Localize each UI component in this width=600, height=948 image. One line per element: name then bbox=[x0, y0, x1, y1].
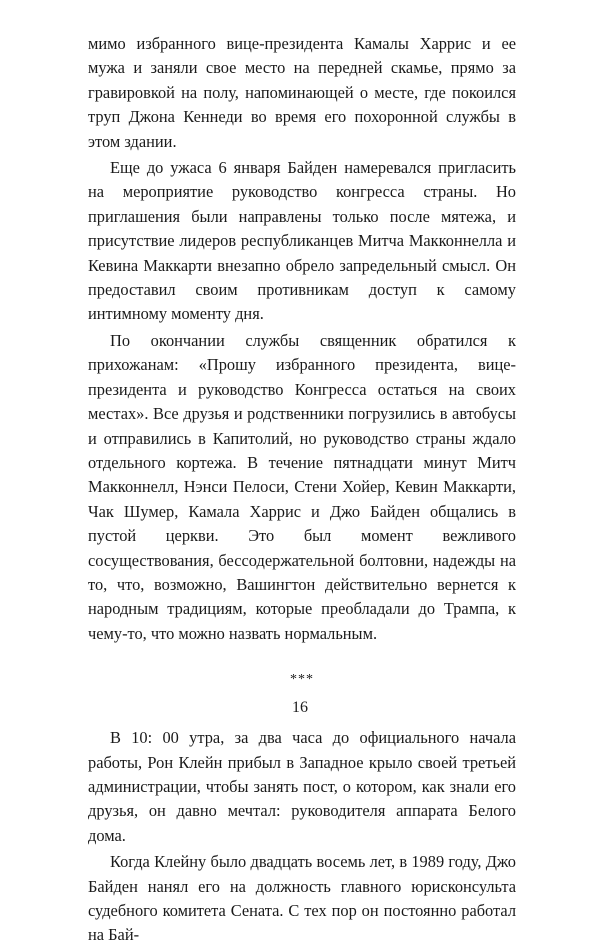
paragraph: В 10: 00 утра, за два часа до официального начала работы, Рон Клейн прибыл в Западное крыло своей третьей администрации, чтобы занять пост, о котором, как знали его друзья, он давно мечтал: руководителя аппарата Белого дома. bbox=[88, 728, 516, 845]
paragraph-continued: мимо избранного вице-президента Камалы Харрис и ее мужа и заняли свое место на передней скамье, прямо за гравировкой на полу, напоминающей о месте, где покоился труп Джона Кеннеди во время его похоронной службы в этом здании. bbox=[88, 34, 516, 151]
paragraph: По окончании службы священник обратился к прихожанам: «Прошу избранного президента, вице-президента и руководство Конгресса остаться на своих местах». Все друзья и родственники погрузились в автобусы и отправились в Капитолий, но руководство страны ждало отдельного кортежа. В течение пятнадцати минут Митч Макконнелл, Нэнси Пелоси, Стени Хойер, Кевин Маккарти, Чак Шумер, Камала Харрис и Джо Байден общались в пустой церкви. Это был момент вежливого сосуществования, бессодержательной болтовни, надежды на то, что, возможно, Вашингтон действительно вернется к народным традициям, которые преобладали до Трампа, к чему-то, что можно назвать нормальным. bbox=[88, 330, 516, 643]
page-number: 16 bbox=[292, 699, 308, 716]
paragraph: Когда Клейну было двадцать восемь лет, в 1989 году, Джо Байден нанял его на должность главного юрисконсульта судебного комитета Сената. С тех пор он постоянно работал на Бай- bbox=[88, 852, 516, 945]
section-separator: *** bbox=[290, 672, 314, 688]
paragraph: Еще до ужаса 6 января Байден намеревался пригласить на мероприятие руководство конгресса страны. Но приглашения были направлены только после мятежа, и присутствие лидеров республиканцев Митча Макконнелла и Кевина Маккарти внезапно обрело запредельный смысл. Он предоставил своим противникам доступ к самому интимному моменту дня. bbox=[88, 158, 516, 324]
page-body bbox=[88, 32, 516, 948]
